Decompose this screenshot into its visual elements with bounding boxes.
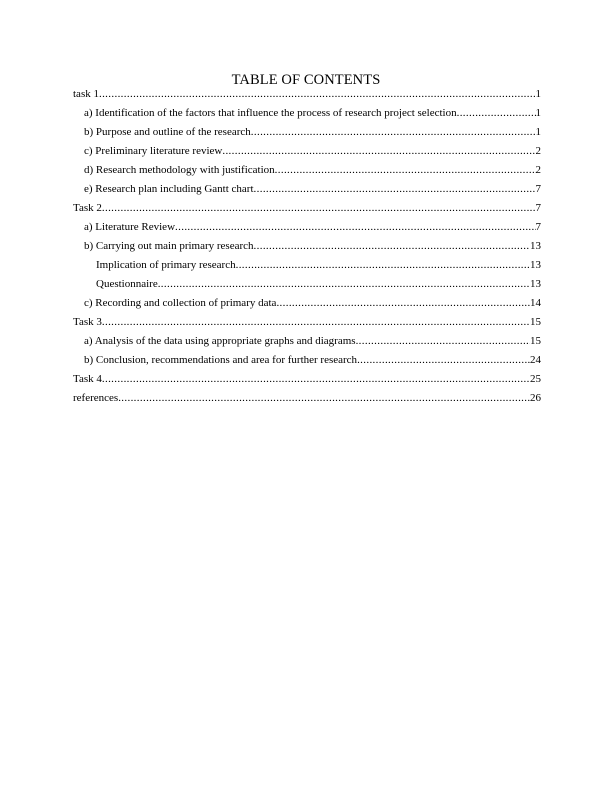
toc-entry-task-3-b[interactable] (73, 353, 541, 367)
toc-dot-leader (457, 106, 536, 120)
toc-entry-label: a) Analysis of the data using appropriate graphs and diagrams (84, 335, 356, 347)
toc-dot-leader (356, 334, 530, 348)
toc-entry-page: 15 (530, 335, 541, 347)
toc-entry-page: 13 (530, 240, 541, 252)
toc-entry-label: c) Preliminary literature review (84, 145, 223, 157)
toc-dot-leader (175, 220, 535, 234)
toc-dot-leader (99, 87, 536, 101)
toc-entry-task-2[interactable] (73, 201, 541, 215)
toc-entry-implication[interactable] (73, 258, 541, 272)
toc-entry-label: a) Identification of the factors that influence the process of research project selection (84, 107, 457, 119)
toc-entry-label: c) Recording and collection of primary data (84, 297, 277, 309)
toc-entry-label: b) Conclusion, recommendations and area for further research (84, 354, 358, 366)
toc-entry-label: Task 2 (73, 202, 102, 214)
toc-dot-leader (222, 144, 535, 158)
toc-dot-leader (118, 391, 530, 405)
toc-dot-leader (102, 315, 530, 329)
toc-title: TABLE OF CONTENTS (231, 72, 381, 88)
toc-entry-page: 1 (535, 126, 541, 138)
toc-entry-label: b) Purpose and outline of the research (84, 126, 251, 138)
toc-dot-leader (254, 239, 530, 253)
toc-dot-leader (102, 372, 530, 386)
toc-entry-task-1-a[interactable] (73, 106, 541, 120)
toc-entry-page: 14 (530, 297, 541, 309)
toc-entry-label: b) Carrying out main primary research (84, 240, 254, 252)
toc-dot-leader (102, 201, 536, 215)
toc-entry-label: d) Research methodology with justification (84, 164, 275, 176)
toc-dot-leader (158, 277, 530, 291)
toc-entry-questionnaire[interactable] (73, 277, 541, 291)
toc-entry-label: Task 3 (73, 316, 102, 328)
toc-entry-task-2-a[interactable] (73, 220, 541, 234)
toc-dot-leader (276, 296, 530, 310)
toc-entry-task-3[interactable] (73, 315, 541, 329)
toc-entry-label: a) Literature Review (84, 221, 176, 233)
toc-entry-task-1-e[interactable] (73, 182, 541, 196)
toc-entry-page: 2 (535, 164, 541, 176)
toc-entry-label: e) Research plan including Gantt chart (84, 183, 254, 195)
toc-entry-task-1[interactable] (73, 87, 541, 101)
toc-list (73, 87, 541, 405)
toc-entry-label: task 1 (73, 88, 99, 100)
toc-entry-page: 7 (535, 183, 541, 195)
toc-entry-page: 25 (530, 373, 541, 385)
toc-entry-page: 7 (535, 221, 541, 233)
toc-entry-label: references (73, 392, 119, 404)
toc-entry-page: 7 (535, 202, 541, 214)
toc-dot-leader (251, 125, 536, 139)
toc-entry-page: 1 (535, 107, 541, 119)
toc-dot-leader (254, 182, 536, 196)
toc-entry-task-1-b[interactable] (73, 125, 541, 139)
toc-entry-page: 13 (530, 278, 541, 290)
toc-dot-leader (275, 163, 536, 177)
toc-entry-page: 2 (535, 145, 541, 157)
toc-entry-task-3-a[interactable] (73, 334, 541, 348)
toc-entry-task-4[interactable] (73, 372, 541, 386)
toc-entry-page: 13 (530, 259, 541, 271)
toc-entry-page: 1 (535, 88, 541, 100)
toc-entry-page: 26 (530, 392, 541, 404)
toc-entry-task-2-b[interactable] (73, 239, 541, 253)
toc-entry-label: Implication of primary research (96, 259, 236, 271)
toc-entry-task-1-d[interactable] (73, 163, 541, 177)
toc-dot-leader (357, 353, 530, 367)
toc-entry-task-2-c[interactable] (73, 296, 541, 310)
toc-entry-references[interactable] (73, 391, 541, 405)
toc-entry-label: Questionnaire (96, 278, 158, 290)
toc-entry-task-1-c[interactable] (73, 144, 541, 158)
toc-entry-page: 24 (530, 354, 541, 366)
toc-entry-page: 15 (530, 316, 541, 328)
toc-entry-label: Task 4 (73, 373, 102, 385)
toc-dot-leader (236, 258, 530, 272)
